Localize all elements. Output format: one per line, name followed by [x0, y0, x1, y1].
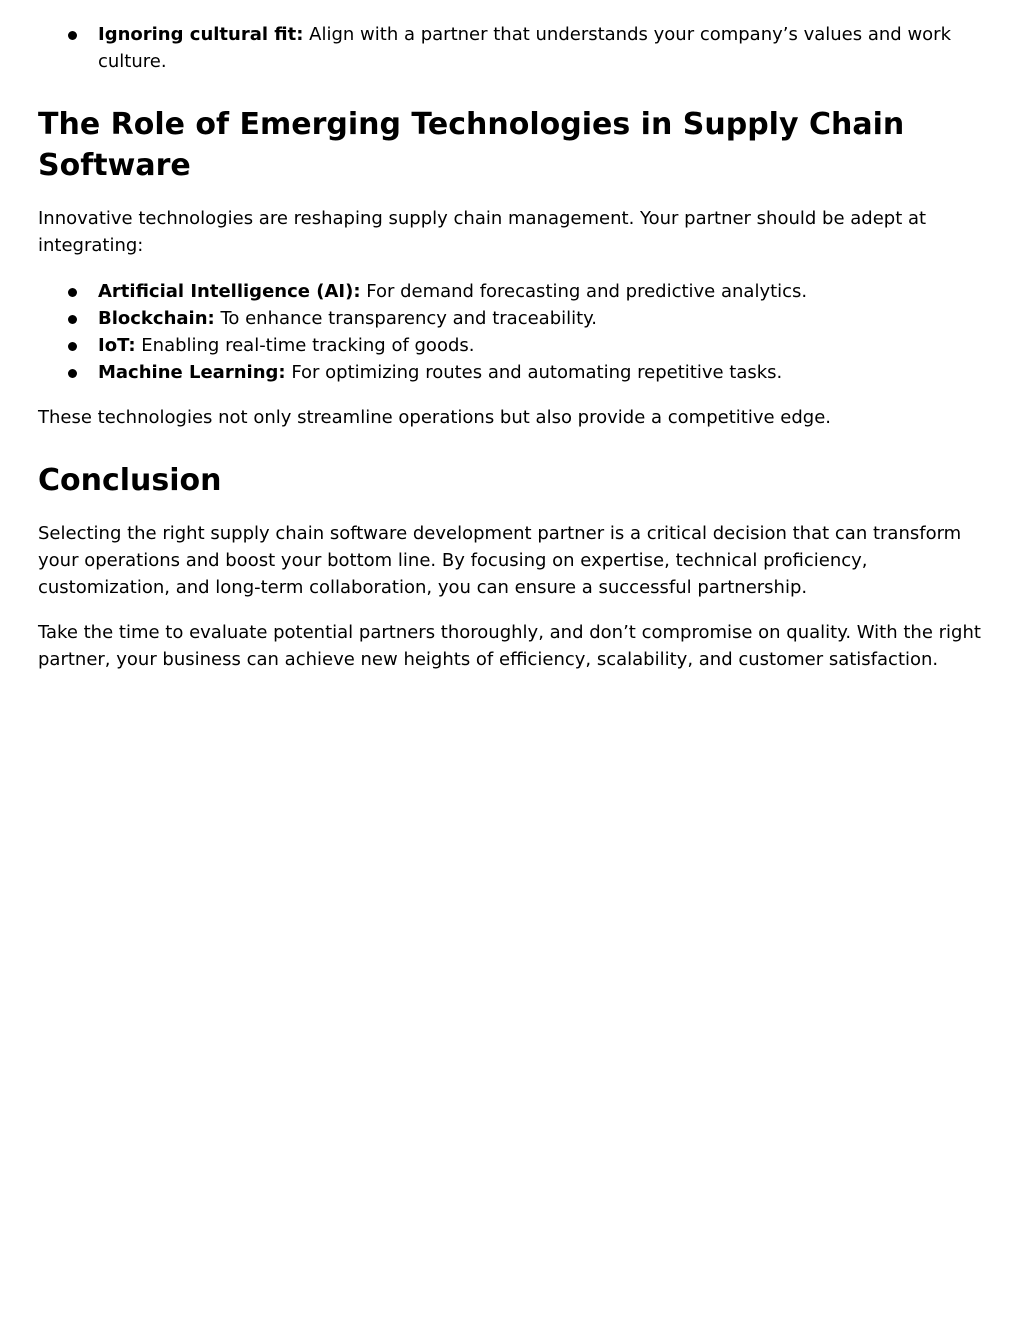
conclusion-paragraph: Selecting the right supply chain software development partner is a critical decision that can transform your operations and boost your bottom line. By focusing on expertise, technical proficiency, customization, and long-term collaboration, you can ensure a successful partnership.: [38, 523, 962, 598]
list-item-text: For optimizing routes and automating repetitive tasks.: [285, 362, 783, 383]
pitfalls-list: [38, 21, 988, 75]
section-heading-emerging-technologies: The Role of Emerging Technologies in Supply Chain Software: [38, 107, 905, 183]
list-item: [38, 332, 988, 359]
list-item-term: IoT:: [98, 335, 136, 356]
closing-paragraph: These technologies not only streamline operations but also provide a competitive edge.: [38, 407, 831, 428]
list-item: [38, 21, 988, 75]
list-item-term: Machine Learning:: [98, 362, 286, 383]
list-item-term: Ignoring cultural fit:: [98, 24, 304, 45]
list-item-term: Artificial Intelligence (AI):: [98, 281, 361, 302]
bullet-icon: [68, 31, 77, 40]
list-item-text: For demand forecasting and predictive analytics.: [360, 281, 808, 302]
list-item-text: Enabling real-time tracking of goods.: [135, 335, 475, 356]
intro-paragraph: Innovative technologies are reshaping supply chain management. Your partner should be adept at integrating:: [38, 208, 927, 256]
bullet-icon: [68, 369, 77, 378]
conclusion-paragraph: Take the time to evaluate potential partners thoroughly, and don’t compromise on quality. With the right partner, your business can achieve new heights of efficiency, scalability, and customer satisfaction.: [38, 622, 981, 670]
list-item-text: To enhance transparency and traceability.: [214, 308, 597, 329]
list-item: [38, 359, 988, 386]
list-item-term: Blockchain:: [98, 308, 215, 329]
list-item-text: Align with a partner that understands your company’s values and work culture.: [98, 24, 952, 72]
section-heading-conclusion: Conclusion: [38, 463, 222, 498]
list-item: [38, 278, 988, 305]
technologies-list: [38, 278, 988, 386]
bullet-icon: [68, 288, 77, 297]
bullet-icon: [68, 315, 77, 324]
list-item: [38, 305, 988, 332]
bullet-icon: [68, 342, 77, 351]
